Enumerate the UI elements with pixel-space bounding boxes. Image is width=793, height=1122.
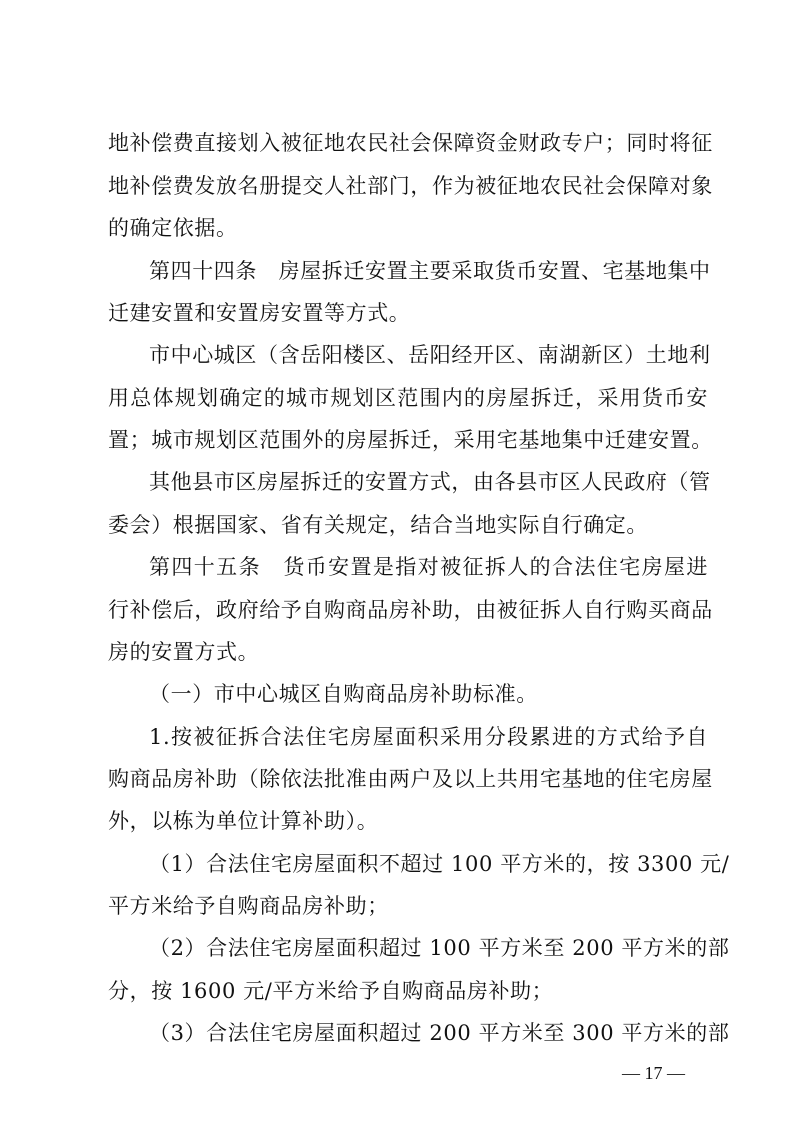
body-text-line: 购商品房补助（除依法批准由两户及以上共用宅基地的住宅房屋 [108,767,713,791]
page-number: — 17 — [622,1063,685,1083]
body-text-line: 地补偿费发放名册提交人社部门，作为被征地农民社会保障对象 [108,174,713,198]
body-text-line: 分，按 1600 元/平方米给予自购商品房补助； [108,979,554,1003]
article-45-line: 第四十五条 货币安置是指对被征拆人的合法住宅房屋进 [149,555,708,579]
body-text-line: 其他县市区房屋拆迁的安置方式，由各县市区人民政府（管 [149,470,711,494]
list-item-line: （2）合法住宅房屋面积超过 100 平方米至 200 平方米的部 [149,936,730,960]
body-text-line: 平方米给予自购商品房补助； [108,894,389,918]
list-item-line: （1）合法住宅房屋面积不超过 100 平方米的，按 3300 元/ [149,852,730,876]
body-text-line: 用总体规划确定的城市规划区范围内的房屋拆迁，采用货币安 [108,386,708,410]
body-text-line: 房的安置方式。 [108,640,260,664]
body-text-line: 地补偿费直接划入被征地农民社会保障资金财政专户；同时将征 [108,131,713,155]
body-text-line: 迁建安置和安置房安置等方式。 [108,301,411,325]
body-text-line: 置；城市规划区范围外的房屋拆迁，采用宅基地集中迁建安置。 [108,428,713,452]
body-text-line: 的确定依据。 [108,216,238,240]
list-item-line: （3）合法住宅房屋面积超过 200 平方米至 300 平方米的部 [149,1021,730,1045]
body-text-line: 行补偿后，政府给予自购商品房补助，由被征拆人自行购买商品 [108,598,713,622]
body-text-line: 市中心城区（含岳阳楼区、岳阳经开区、南湖新区）土地利 [149,343,711,367]
list-item-line: 1.按被征拆合法住宅房屋面积采用分段累进的方式给予自 [149,725,708,749]
subsection-heading: （一）市中心城区自购商品房补助标准。 [149,682,538,706]
body-text-line: 外，以栋为单位计算补助）。 [108,809,379,833]
body-text-line: 委会）根据国家、省有关规定，结合当地实际自行确定。 [108,513,648,537]
article-44-line: 第四十四条 房屋拆迁安置主要采取货币安置、宅基地集中 [149,259,711,283]
